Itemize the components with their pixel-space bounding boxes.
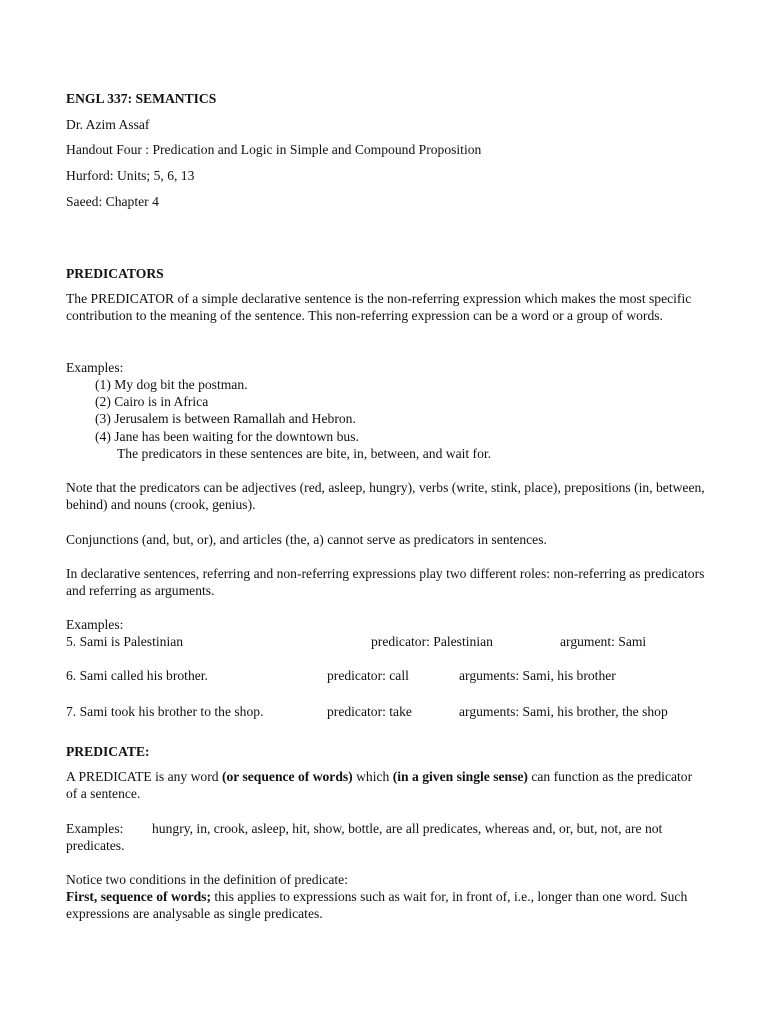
predicate-def-bold: (or sequence of words): [221, 769, 353, 784]
example-sentence: 5. Sami is Palestinian: [66, 634, 184, 649]
example-item: (3) Jerusalem is between Ramallah and Hebron.: [95, 411, 356, 426]
example-sentence: 7. Sami took his brother to the shop.: [66, 704, 264, 719]
predicate-def-bold: (in a given single sense): [392, 769, 528, 784]
example-arguments: arguments: Sami, his brother: [459, 668, 616, 683]
first-condition-text: this applies to expressions such as wait for, in front of, i.e., longer than one word. Such expressions are analysable as single predicates.: [66, 889, 688, 921]
predicate-examples-text: hungry, in, crook, asleep, hit, show, bottle, are all predicates, whereas and, or, but, not, are not predicates.: [66, 821, 663, 853]
predicate-definition: [66, 768, 706, 802]
predicate-def-text: can function as the predicator of a sentence.: [66, 769, 693, 801]
predicate-heading: PREDICATE:: [66, 744, 150, 759]
conditions-intro: Notice two conditions in the definition of predicate:: [66, 872, 348, 887]
example-predicator: predicator: take: [327, 704, 412, 719]
examples-label: Examples:: [66, 360, 124, 375]
example-sentence: 6. Sami called his brother.: [66, 668, 208, 683]
predicator-definition: The PREDICATOR of a simple declarative sentence is the non-referring expression which makes the most specific contribution to the meaning of the sentence. This non-referring expression can be a word or a group of words.: [66, 291, 692, 323]
example-item: (2) Cairo is in Africa: [95, 394, 209, 409]
example-arguments: argument: Sami: [560, 634, 647, 649]
saeed-reference: Saeed: Chapter 4: [66, 194, 159, 209]
course-title: ENGL 337: SEMANTICS: [66, 91, 217, 106]
example-item: (4) Jane has been waiting for the downtown bus.: [95, 429, 359, 444]
predicate-def-text: A PREDICATE is any word: [66, 769, 222, 784]
instructor-name: Dr. Azim Assaf: [66, 117, 150, 132]
predicators-heading: PREDICATORS: [66, 266, 164, 281]
note-conjunctions: Conjunctions (and, but, or), and articles (the, a) cannot serve as predicators in sentences.: [66, 532, 547, 547]
examples-note: The predicators in these sentences are bite, in, between, and wait for.: [117, 446, 492, 461]
hurford-reference: Hurford: Units; 5, 6, 13: [66, 168, 195, 183]
first-condition-label: First, sequence of words;: [66, 889, 211, 904]
examples-label: Examples:: [66, 617, 124, 632]
example-predicator: predicator: call: [327, 668, 409, 683]
example-predicator: predicator: Palestinian: [371, 634, 493, 649]
note-roles: In declarative sentences, referring and non-referring expressions play two different roles: non-referring as predicators and referring as arguments.: [66, 566, 705, 598]
handout-title: Handout Four : Predication and Logic in Simple and Compound Proposition: [66, 142, 482, 157]
example-arguments: arguments: Sami, his brother, the shop: [459, 704, 668, 719]
example-item: (1) My dog bit the postman.: [95, 377, 248, 392]
note-predicator-parts: Note that the predicators can be adjectives (red, asleep, hungry), verbs (write, stink, place), prepositions (in, between, behind) and nouns (crook, genius).: [66, 480, 705, 512]
predicate-def-text: which: [352, 769, 393, 784]
predicate-examples-label: Examples:: [66, 821, 124, 836]
first-condition: [66, 888, 706, 922]
